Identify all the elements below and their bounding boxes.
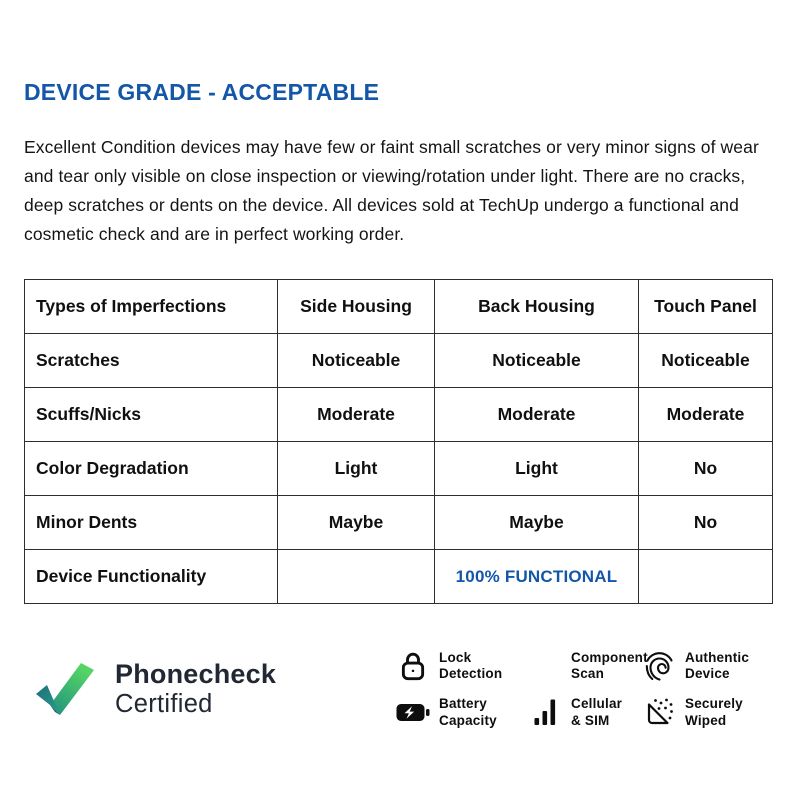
cell-value: Light xyxy=(278,442,435,496)
feature-lock-detection xyxy=(396,649,528,683)
cell-value xyxy=(278,550,435,604)
feature-authentic-device xyxy=(642,649,770,683)
certification-footer xyxy=(24,649,776,729)
phonecheck-certified-label: Certified xyxy=(115,689,213,718)
row-label: Minor Dents xyxy=(25,496,278,550)
cell-value: Noticeable xyxy=(639,334,773,388)
feature-label: Cellular & SIM xyxy=(571,696,623,728)
phonecheck-badge-text xyxy=(115,659,276,720)
column-header-side-housing: Side Housing xyxy=(278,280,435,334)
row-label: Device Functionality xyxy=(25,550,278,604)
feature-label: Securely Wiped xyxy=(685,696,743,728)
cell-value: Maybe xyxy=(435,496,639,550)
feature-cellular-sim xyxy=(528,696,642,729)
signal-bars-icon xyxy=(528,698,562,727)
column-header-touch-panel: Touch Panel xyxy=(639,280,773,334)
feature-securely-wiped xyxy=(642,696,770,729)
cell-value: Moderate xyxy=(435,388,639,442)
feature-component-scan xyxy=(528,649,648,683)
page-title: DEVICE GRADE - ACCEPTABLE xyxy=(24,79,380,105)
table-row-scratches xyxy=(25,334,773,388)
row-label: Color Degradation xyxy=(25,442,278,496)
page xyxy=(0,79,800,729)
battery-icon xyxy=(396,703,430,722)
imperfections-table xyxy=(24,279,773,604)
cell-value: Moderate xyxy=(278,388,435,442)
cell-value: Moderate xyxy=(639,388,773,442)
feature-label: Battery Capacity xyxy=(439,696,497,728)
cell-value: Light xyxy=(435,442,639,496)
table-row-minor-dents xyxy=(25,496,773,550)
feature-label: Authentic Device xyxy=(685,649,750,681)
column-header-types: Types of Imperfections xyxy=(25,280,278,334)
feature-label: Component Scan xyxy=(571,649,648,681)
phonecheck-brand-label: Phonecheck xyxy=(115,658,277,689)
column-header-back-housing: Back Housing xyxy=(435,280,639,334)
grade-description: Excellent Condition devices may have few or faint small scratches or very minor signs of wear and tear only visible on close inspection or viewing/rotation under light. There are no cracks, deep scratches or dents on the device. All devices sold at TechUp undergo a functional and cosmetic check and are in perfect working order. xyxy=(24,137,759,244)
phonecheck-checkmark-icon xyxy=(34,654,98,725)
functional-status-cell: 100% FUNCTIONAL xyxy=(435,550,639,604)
phonecheck-badge xyxy=(34,654,276,725)
feature-list xyxy=(396,649,770,729)
row-label: Scuffs/Nicks xyxy=(25,388,278,442)
lock-icon xyxy=(396,651,430,682)
table-row-scuffs-nicks xyxy=(25,388,773,442)
table-row-color-degradation xyxy=(25,442,773,496)
cell-value: Maybe xyxy=(278,496,435,550)
cell-value: Noticeable xyxy=(278,334,435,388)
table-header-row xyxy=(25,280,773,334)
feature-battery-capacity xyxy=(396,696,528,729)
cell-value: No xyxy=(639,442,773,496)
cell-value: No xyxy=(639,496,773,550)
wipe-icon xyxy=(642,697,676,729)
row-label: Scratches xyxy=(25,334,278,388)
cell-value xyxy=(639,550,773,604)
feature-label: Lock Detection xyxy=(439,649,503,681)
table-row-device-functionality xyxy=(25,550,773,604)
fingerprint-icon xyxy=(642,649,676,683)
cell-value: Noticeable xyxy=(435,334,639,388)
